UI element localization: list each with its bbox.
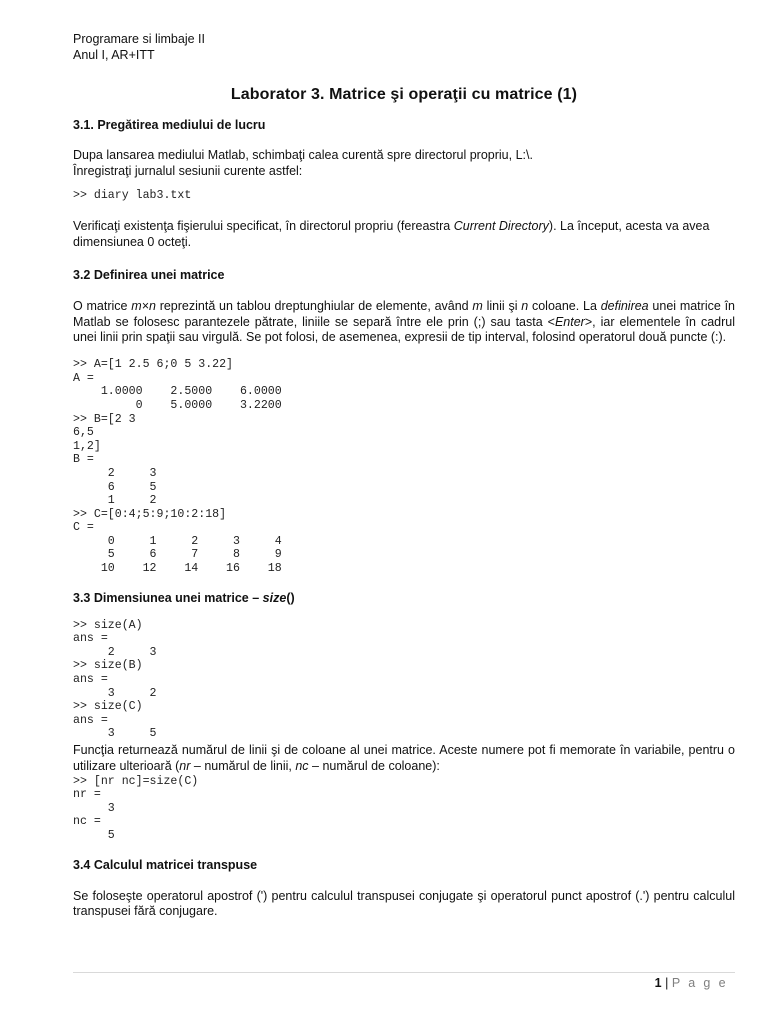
section-3-2-heading: 3.2 Definirea unei matrice (73, 267, 225, 282)
code-matrix-definition: >> A=[1 2.5 6;0 5 3.22] A = 1.0000 2.5000 6.0000 0 5.0000 3.2200 >> B=[2 3 6,5 1,2] B = 2 3 6 5 1 2 >> C=[0:4;5:9;10:2:18] C = 0 1 2 3 4 5 6 7 8 9 10 12 14 16 18 (73, 358, 282, 576)
code-size-assign: >> [nr nc]=size(C) nr = 3 nc = 5 (73, 774, 199, 842)
page-label: P a g e (671, 976, 728, 990)
course-name: Programare si limbaje II (73, 32, 205, 46)
document-page (73, 32, 735, 920)
course-year: Anul I, AR+ITT (73, 47, 155, 62)
code-size: >> size(A) ans = 2 3 >> size(B) ans = 3 2 >> size(C) ans = 3 5 (73, 618, 157, 741)
page-number: 1 (654, 976, 662, 990)
section-3-1-para-1: Dupa lansarea mediului Matlab, schimbaţi calea curentă spre directorul propriu, L:\. (73, 148, 533, 162)
section-3-3-heading: 3.3 Dimensiunea unei matrice – size() (73, 590, 295, 605)
section-3-4-heading: 3.4 Calculul matricei transpuse (73, 857, 258, 872)
code-diary: >> diary lab3.txt (73, 188, 192, 202)
page-separator: | (661, 976, 672, 990)
page-footer (655, 976, 728, 990)
section-3-1-heading: 3.1. Pregătirea mediului de lucru (73, 118, 266, 132)
document-header (73, 32, 735, 63)
section-3-1-para-3: Verificaţi existenţa fişierului specificat, în directorul propriu (fereastra Current Directory). La început, acesta va avea dimensiunea 0 octeţi. (73, 219, 710, 249)
section-3-4-para: Se foloseşte operatorul apostrof (') pentru calculul transpusei conjugate şi operatorul punct apostrof (.') pentru calculul transpusei fără conjugare. (73, 888, 735, 919)
document-title: Laborator 3. Matrice şi operaţii cu matrice (1) (230, 86, 578, 103)
section-3-3-para: Funcţia returnează numărul de linii şi de coloane al unei matrice. Aceste numere pot fi memorate în variabile, pentru o utilizare ulterioară (nr – numărul de linii, nc – numărul de coloane): (73, 743, 735, 773)
section-3-2-para: O matrice m×n reprezintă un tablou dreptunghiular de elemente, având m linii şi n coloane. La definirea unei matrice în Matlab se folosesc parantezele pătrate, liniile se separă între ele prin (;) sau tasta <Enter>, iar elementele în cadrul unei linii prin spaţii sau virgulă. Se pot folosi, de asemenea, expresii de tip interval, folosind operatorul două puncte (:). (73, 298, 736, 345)
section-3-1-para-2: Înregistraţi jurnalul sesiunii curente astfel: (73, 163, 303, 178)
footer-divider (73, 972, 735, 973)
